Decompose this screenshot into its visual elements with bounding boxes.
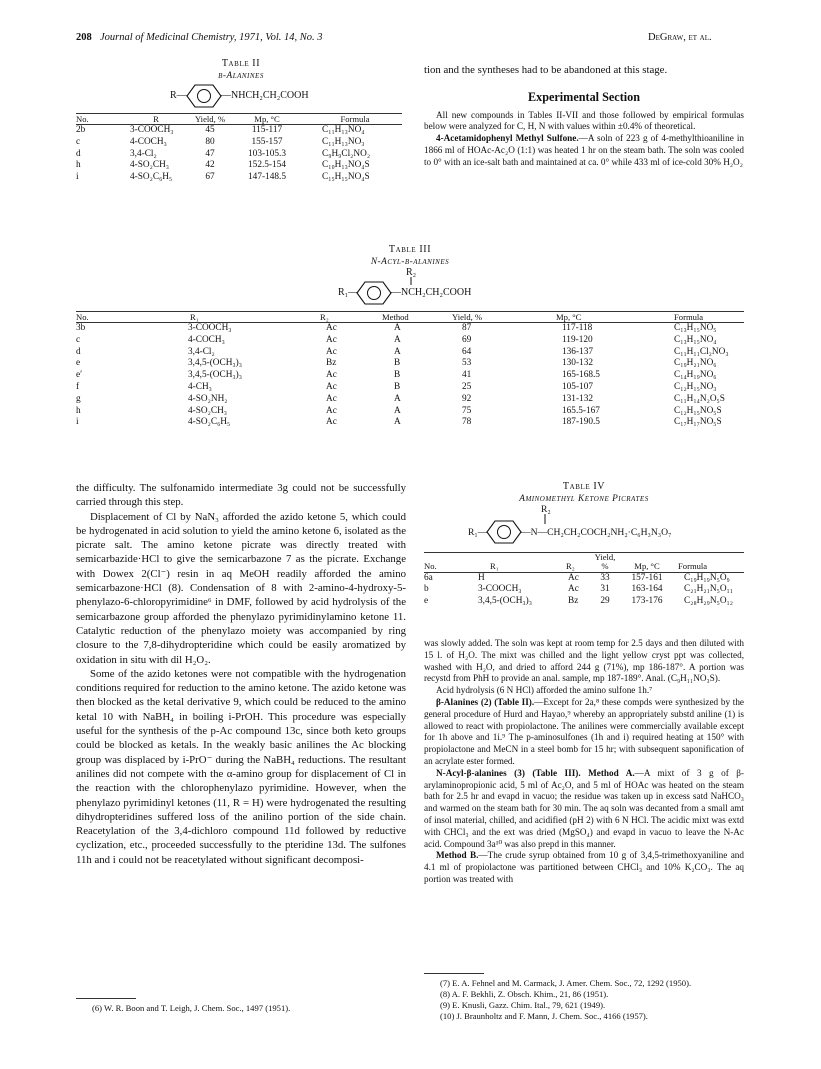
table-cell: 4-SO₂C₆H₅ [130,172,173,183]
table-3-header-row [76,311,744,323]
table-cell: h [76,160,81,171]
table-cell: Bz [568,596,579,607]
benzene-ring-icon [486,517,522,547]
table-cell: 2b [76,125,86,135]
table-cell: 45 [205,125,215,135]
table-cell: c [76,334,81,345]
table-cell: 155-157 [251,136,283,147]
table-cell: 42 [205,160,215,171]
table-cell: i [76,172,79,183]
col-header: Method [382,311,409,322]
table-row [424,584,744,596]
col-header: R₂ [320,311,329,322]
paragraph-text: —A mixt of 3 g of β-arylaminopropionic acid, 5 ml of Ac₂O, and 5 ml of HOAc was heated on the steam bath for 2.5 hr and evapd in vacuo; the residue was taken up in excess satd NaHCO₃ and warmed on the steam bath for 30 min. The aq soln was decanted from a small amt of insol material, chilled, and acidified (pH 2) with 6 N HCl. The acidic mixt was extd with CHCl₃ and the ext was dried (MgSO₄) and evapd in vacuo to leave the N-Ac acid. Compound 3a¹⁰ was also prepd in this manner. [424,767,744,849]
table-row [76,160,402,172]
footnote-9: (9) E. Knusli, Gazz. Chim. Ital., 79, 621 (1949). [440,1000,606,1010]
run-in-heading: 4-Acetamidophenyl Methyl Sulfone. [436,133,579,144]
col-header: Formula [678,561,708,571]
table-cell: 3,4-Cl₂ [130,148,157,159]
table-row [76,382,744,394]
table-row [76,172,402,184]
table-3-subtitle: N-Acyl-β-alanines [370,256,450,267]
col-header: No. [76,113,89,124]
footnote-rule [424,973,484,974]
table-cell: Ac [326,323,337,333]
table-row [76,149,402,161]
table-cell: A [394,393,401,404]
table-cell: 3-COOCH₃ [188,323,232,333]
paragraph [424,768,744,851]
run-in-heading: β-Alanines (2) (Table II). [436,696,535,707]
paragraph: All new compounds in Tables II-VII and those followed by empirical formulas below were analyzed for C, H, N with values within ±0.4% of theoretical. [424,109,744,132]
table-cell: C₁₂H₁₅NO₅S [674,405,722,416]
table-cell: 47 [205,148,215,159]
table-cell: 6a [424,572,433,583]
table-cell: 4-SO₂CH₃ [130,160,170,171]
table-row [76,394,744,406]
table-cell: C₁₃H₁₅NO₅ [674,323,717,333]
table-cell: 131-132 [562,393,593,404]
table-cell: 119-120 [562,334,593,345]
table-row [76,370,744,382]
col-header: No. [424,561,437,571]
col-header: Mp, °C [634,561,660,571]
table-cell: 136-137 [562,346,593,357]
table-cell: 29 [600,596,610,607]
table-cell: C₁₁H₁₁Cl₂NO₃ [674,346,729,357]
table-cell: 80 [205,136,215,147]
table-cell: C₁₄H₁₉NO₆ [674,370,717,381]
table-cell: H [478,572,485,583]
table-4-caption: Table IV [562,481,606,492]
right-column-top [424,63,744,169]
paragraph: Some of the azido ketones were not compatible with the hydrogenation conditions required for reduction to the amino ketone. The azido ketone was then blocked as the ketal derivative 9, which could be reduced to the amino ketal 10 with NaBH₄ in boiling i-PrOH. This procedure was especially useful for the synthesis of the p-Ac compound 13c, since both keto groups could be blocked as ketals. In the weakly basic anilines the Ac blocking group was displaced by i-PrO⁻ during the NaBH₄ reductions. The resultant anilines did not compete with the α-amino group for displacement of Cl in the reaction with the chlorophenylazo pyrimidine. However, when the phenylazo pyrimidinyl ketones (11, R = H) were hydrogenated the resulting dihydropteridines suffered loss of the anilino portion of the side chain. Reacetylation of the 3,4-dichloro compound 11d followed by reductive cyclization, etc., proceeded successfully to the pteridine 13d. The sulfones 11h and i could not be reacetylated without significant decomposi- [76,667,406,866]
table-cell: Ac [568,572,579,583]
table-2-structure [76,81,406,111]
table-cell: 3b [76,323,86,333]
table-2-subtitle: β-Alanines [218,70,264,81]
table-cell: 25 [462,381,472,392]
table-cell: C₁₉H₂₁NO₆ [674,358,717,369]
table-cell: 4-COCH₃ [130,136,167,147]
table-cell: 41 [462,370,472,381]
table-cell: C₁₃H₁₅NO₄ [674,334,717,345]
col-header: R₁ [190,311,199,322]
table-cell: A [394,334,401,345]
table-cell: Ac [326,370,337,381]
table-cell: B [394,358,401,369]
table-cell: Ac [326,346,337,357]
table-cell: 4-SO₂C₆H₅ [188,417,231,428]
table-cell: Bz [326,358,337,369]
running-authors: DeGraw, et al. [648,32,712,43]
table-cell: 165-168.5 [562,370,600,381]
structure-r: R— [170,89,187,101]
table-row [76,347,744,359]
table-3-grid [76,311,744,430]
table-row [424,572,744,584]
col-header: R [153,113,159,124]
table-cell: 3-COOCH₃ [130,125,174,135]
table-cell: 3,4,5-(OCH₃)₃ [188,358,242,369]
experimental-text [424,110,744,169]
table-cell: C₁₁H₁₃NO₄ [322,125,365,135]
table-cell: 115-117 [251,125,283,135]
table-row [424,596,744,608]
table-cell: 3,4,5-(OCH₃)₃ [478,596,532,607]
table-row [76,406,744,418]
journal-citation: Journal of Medicinal Chemistry, 1971, Vol. 14, No. 3 [100,32,323,43]
table-cell: Ac [326,381,337,392]
table-cell: d [76,148,81,159]
table-cell: 103-105.3 [248,148,286,159]
table-cell: C₁₀H₁₃NO₄S [322,160,370,171]
table-cell: B [394,370,401,381]
bond-line-icon [544,514,546,524]
table-cell: h [76,405,81,416]
paragraph-text: —Except for 2a,⁸ these compds were synthesized by the general procedure of Hurd and Hayao,⁹ whereby an appropriately substd aniline (1) is allowed to react with propiolactone. The anilines were commercially available except for 1h above and 1i.⁹ The p-aminosulfones (1h and i) required heating at 150° with propiolactone and MeCN in a steel bomb for 15 hr; with subsequent saponification of an acrylate ester formed. [424,696,744,766]
footnote-10: (10) J. Braunholtz and F. Mann, J. Chem. Soc., 4166 (1957). [440,1011,648,1021]
table-cell: 152.5-154 [248,160,286,171]
table-cell: 64 [462,346,472,357]
table-cell: C₂₈H₂₉N₅O₁₂ [684,596,734,607]
table-3 [76,244,744,429]
table-4 [424,481,744,608]
table-cell: 4-CH₃ [188,381,212,392]
table-cell: c [76,136,81,147]
footnote-7: (7) E. A. Fehnel and M. Carmack, J. Amer. Chem. Soc., 72, 1292 (1950). [440,978,692,988]
run-in-heading: N-Acyl-β-alanines (3) (Table III). Method A. [436,767,635,778]
table-cell: 69 [462,334,472,345]
table-cell: C₁₁H₁₃NO₃ [322,136,365,147]
table-row [76,358,744,370]
table-cell: B [394,381,401,392]
col-header: Yield, % [594,551,616,571]
table-cell: b [424,584,429,595]
structure-chain: —NCH₂CH₂COOH [391,286,472,298]
table-2-grid [76,113,402,184]
table-cell: 3,4-Cl₂ [188,346,215,357]
table-cell: 163-164 [631,584,663,595]
table-cell: C₂₁H₂₁N₅O₁₁ [684,584,734,595]
structure-chain: —NHCH₂CH₂COOH [221,89,309,101]
table-cell: C₁₇H₁₇NO₅S [674,417,722,428]
paragraph [424,697,744,768]
paragraph: Acid hydrolysis (6 N HCl) afforded the amino sulfone 1h.⁷ [436,685,653,696]
benzene-ring-icon [356,278,392,308]
table-2 [76,58,406,184]
col-header: No. [76,311,89,322]
table-3-structure [76,267,744,309]
table-4-structure [424,504,744,548]
col-header: Yield, % [194,113,226,124]
right-column-body [424,638,744,886]
table-cell: d [76,346,81,357]
page-number: 208 [76,32,92,43]
table-cell: C₁₅H₁₅NO₄S [322,172,370,183]
table-cell: 117-118 [562,323,593,333]
table-cell: e [76,358,81,369]
table-cell: 187-190.5 [562,417,600,428]
table-cell: Ac [326,405,337,416]
col-header: R₁ [490,561,499,571]
table-cell: A [394,405,401,416]
table-cell: 165.5-167 [562,405,600,416]
table-cell: 4-COCH₃ [188,334,225,345]
paragraph [424,850,744,885]
table-3-caption: Table III [388,244,432,255]
table-row [76,335,744,347]
table-cell: 3-COOCH₃ [478,584,522,595]
table-cell: 87 [462,323,472,333]
table-cell: e [424,596,429,607]
table-cell: 53 [462,358,472,369]
table-cell: A [394,323,401,333]
table-cell: g [76,393,81,404]
col-header: Mp, °C [254,113,280,124]
table-cell: A [394,417,401,428]
table-cell: f [76,381,80,392]
footnotes-right [440,978,691,1022]
table-cell: 147-148.5 [248,172,286,183]
table-cell: 4-SO₂CH₃ [188,405,228,416]
table-4-subtitle: Aminomethyl Ketone Picrates [519,493,649,504]
table-cell: 3,4,5-(OCH₃)₃ [188,370,242,381]
table-2-caption: Table II [221,58,261,69]
table-cell: 78 [462,417,472,428]
structure-r1: R₁— [338,286,359,298]
bond-line-icon [410,277,412,285]
table-row [76,323,744,335]
paragraph-text: —The crude syrup obtained from 10 g of 3,4,5-trimethoxyaniline and 4.1 ml of propiolactone was partitioned between CHCl₃ and 10% K₂CO₃. The aq portion was treated with [424,850,744,884]
paragraph: was slowly added. The soln was kept at room temp for 2.5 days and then diluted with 15 l. of H₂O. The mixt was chilled and the light yellow cryst ppt was collected, washed with H₂O, and dried to afford 244 g (71%), mp 186-187°. A portion was recystd from PhH to provide an anal. sample, mp 187-189°. Anal. (C₉H₁₁NO₃S). [424,638,744,684]
table-cell: Ac [326,334,337,345]
col-header: Mp, °C [556,311,582,322]
structure-r2: R₂ [406,266,417,278]
table-cell: C₉H₉Cl₂NO₂ [322,148,371,159]
benzene-ring-icon [186,81,222,111]
table-cell: 105-107 [562,381,593,392]
section-heading: Experimental Section [527,90,641,105]
structure-r2: R₂ [541,503,551,515]
table-row [76,125,402,137]
table-cell: 130-132 [562,358,593,369]
table-4-body [424,572,744,608]
table-cell: C₁₉H₁₉N₅O₉ [684,572,730,583]
col-header: R₂ [566,561,575,571]
table-row [76,137,402,149]
paragraph: tion and the syntheses had to be abandoned at this stage. [424,64,668,76]
table-4-grid [424,552,744,608]
table-2-body [76,125,402,184]
table-cell: 173-176 [631,596,663,607]
table-cell: 31 [600,584,610,595]
paragraph-text: —A soln of 223 g of 4-methylthioaniline in 1866 ml of HOAc-Ac₂O (1:1) was heated 1 hr on the steam bath. The soln was cooled to 0° with an ice-salt bath and maintained at ca. 0° while 433 ml of ice-cold 30% H₂O₂ [424,133,744,167]
table-cell: 33 [600,572,610,583]
col-header: Yield, % [452,311,483,322]
paragraph: the difficulty. The sulfonamido intermediate 3g could not be successfully carried through this step. [76,482,406,509]
table-4-header-row [424,552,744,572]
left-column-body [76,481,406,867]
col-header: Formula [674,311,704,322]
table-cell: 75 [462,405,472,416]
footnote-rule [76,998,136,999]
table-cell: A [394,346,401,357]
table-cell: Ac [326,417,337,428]
table-cell: 4-SO₂NH₂ [188,393,228,404]
table-3-body [76,323,744,430]
table-cell: C₁₁H₁₄N₂O₅S [674,393,725,404]
table-cell: Ac [568,584,579,595]
footnote-8: (8) A. F. Bekhli, Z. Obsch. Khim., 21, 86 (1951). [440,989,609,999]
table-cell: i [76,417,79,428]
table-cell: e′ [76,370,83,381]
table-2-header-row [76,113,402,125]
run-in-heading: Method B. [436,850,479,861]
table-cell: Ac [326,393,337,404]
table-cell: C₁₂H₁₅NO₃ [674,381,717,392]
structure-chain: —N—CH₂CH₂COCH₂NH₂·C₆H₃N₃O₇ [521,526,672,538]
paragraph: Displacement of Cl by NaN₃ afforded the azido ketone 5, which could be hydrogenated in acid solution to yield the amino ketone 6, isolated as the picrate salt. The amino ketone picrate was directly treated with semicarbazide·HCl to give the semicarbazone 7 as the picrate. Exchange with Dowex 2(Cl⁻) resin in aq MeOH readily afforded the amino semicarbazone·HCl (8). Condensation of 8 with 2-amino-4-hydroxy-5-phenylazo-6-chloropyrimidine⁶ in DMF, followed by acid hydrolysis of the semicarbazone group afforded the phenylazo pyrimidinylamino ketone 11. Catalytic reduction of the phenylazo moiety was accompanied by ring closure to the 7,8-dihydropteridine which could be easily aromatized by oxidation in situ with dil H₂O₂. [76,510,406,666]
paragraph [424,133,744,168]
table-row [76,417,744,429]
footnote-6: (6) W. R. Boon and T. Leigh, J. Chem. Soc., 1497 (1951). [92,1003,291,1013]
structure-r1: R₁— [468,526,488,538]
table-cell: 92 [462,393,472,404]
col-header: Formula [340,113,370,124]
table-cell: 157-161 [631,572,663,583]
table-cell: 67 [205,172,215,183]
